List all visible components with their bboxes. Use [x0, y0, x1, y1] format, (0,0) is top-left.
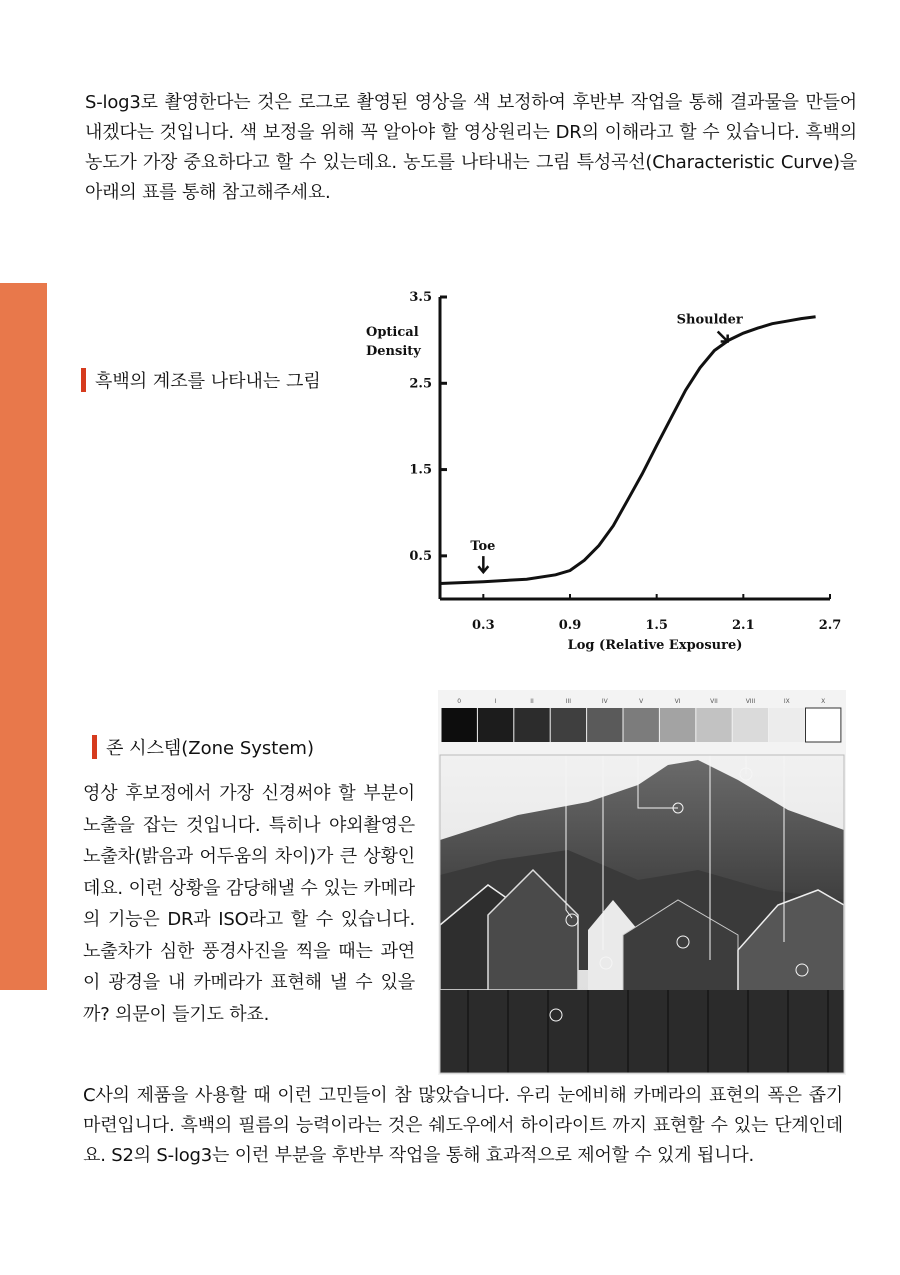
- zone-label: III: [565, 698, 572, 705]
- annotation-shoulder: Shoulder: [676, 312, 743, 328]
- x-axis-label: Log (Relative Exposure): [567, 638, 743, 653]
- heading-marker: [92, 735, 97, 759]
- y-tick-label: 0.5: [409, 548, 432, 564]
- zone-swatch: [696, 708, 731, 742]
- zone-system-paragraph: 영상 후보정에서 가장 신경써야 할 부분이 노출을 잡는 것입니다. 특히나 야외촬영은 노출차(밝음과 어두움의 차이)가 큰 상황인데요. 이런 상황을 감당해낼 수 있는 카메라의 기능은 DR과 ISO라고 할 수 있습니다. 노출차가 심한 풍경사진을 찍을 때는 과연 이 광경을 내 카메라가 표현해 낼 수 있을까? 의문이 들기도 하죠.: [83, 783, 415, 1025]
- y-axis-label-line-1: Optical: [366, 325, 419, 340]
- zone-swatch: [514, 708, 549, 742]
- zone-label: II: [530, 698, 534, 705]
- zone-label: VII: [710, 698, 718, 705]
- side-accent-band: [0, 283, 47, 990]
- series-line: [440, 317, 816, 584]
- annotation-toe: Toe: [470, 539, 496, 555]
- intro-paragraph: S-log3로 촬영한다는 것은 로그로 촬영된 영상을 색 보정하여 후반부 작업을 통해 결과물을 만들어 내겠다는 것입니다. 색 보정을 위해 꼭 알아야 할 영상원리는 DR의 이해라고 할 수 있습니다. 흑백의 농도가 가장 중요하다고 할 수 있는데요. 농도를 나타내는 그림 특성곡선(Characteristic Curve)을 아래의 표를 통해 참고해주세요.: [85, 92, 857, 203]
- zone-label: V: [639, 698, 644, 705]
- zone-swatch: [806, 708, 841, 742]
- zone-label: VI: [674, 698, 681, 705]
- closing-paragraph: C사의 제품을 사용할 때 이런 고민들이 참 많았습니다. 우리 눈에비해 카메라의 표현의 폭은 좁기 마련입니다. 흑백의 필름의 능력이라는 것은 쉐도우에서 하이라이트 까지 표현할 수 있는 단계인데요. S2의 S-log3는 이런 부분을 후반부 작업을 통해 효과적으로 제어할 수 있게 됩니다.: [83, 1085, 843, 1166]
- zone-system-figure: [438, 690, 846, 1075]
- x-tick-label: 1.5: [645, 618, 668, 633]
- section-heading-zone-system: [92, 734, 314, 760]
- y-tick-label: 2.5: [409, 376, 432, 392]
- x-tick-label: 2.1: [732, 618, 755, 633]
- toe-arrow: [478, 556, 488, 572]
- section-heading-text: 흑백의 계조를 나타내는 그림: [95, 371, 321, 392]
- shoulder-arrow: [718, 332, 728, 342]
- chart-axes: [440, 297, 830, 599]
- heading-marker: [81, 368, 86, 392]
- y-tick-label: 3.5: [409, 290, 432, 305]
- zone-swatch: [442, 708, 477, 742]
- zone-swatch: [660, 708, 695, 742]
- zone-label: X: [821, 698, 826, 705]
- zone-label: IV: [601, 698, 608, 705]
- zone-swatch: [769, 708, 804, 742]
- x-tick-label: 0.3: [472, 618, 495, 633]
- zone-label: 0: [457, 698, 462, 705]
- zone-label: IX: [783, 698, 790, 705]
- zone-label: VIII: [745, 698, 756, 705]
- zone-swatch: [624, 708, 659, 742]
- x-tick-label: 2.7: [818, 618, 842, 633]
- zone-swatch: [478, 708, 513, 742]
- y-axis-label-line-2: Density: [366, 344, 421, 359]
- zone-swatch: [551, 708, 586, 742]
- characteristic-curve-chart: [360, 285, 860, 665]
- x-tick-label: 0.9: [558, 618, 582, 633]
- section-heading-text: 존 시스템(Zone System): [106, 738, 314, 759]
- section-heading-tone-curve: [81, 367, 321, 393]
- y-tick-label: 1.5: [409, 462, 432, 478]
- zone-swatch: [733, 708, 768, 742]
- landscape-photo: [440, 755, 844, 1073]
- zone-swatch: [587, 708, 622, 742]
- zone-label: I: [494, 698, 497, 705]
